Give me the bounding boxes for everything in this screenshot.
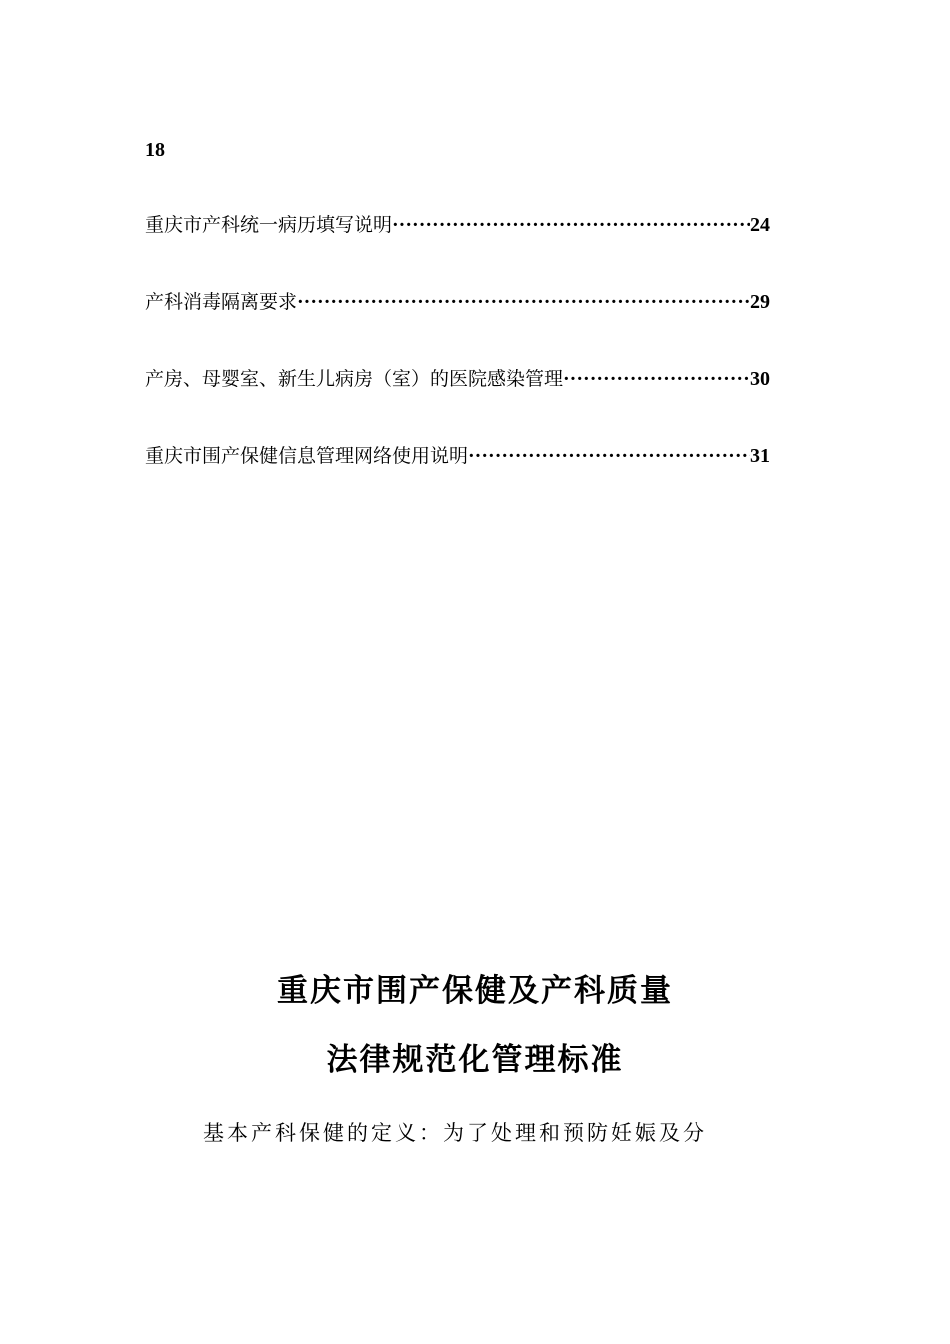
toc-entry-page: 29 <box>750 291 770 313</box>
toc-entry-title: 产科消毒隔离要求 <box>145 291 298 313</box>
toc-entry-title: 重庆市产科统一病历填写说明 <box>145 214 393 236</box>
toc-entry-page: 24 <box>750 214 770 236</box>
toc-entry[interactable] <box>145 211 770 239</box>
toc-entry-title: 重庆市围产保健信息管理网络使用说明 <box>145 445 469 467</box>
toc-page-number: 18 <box>145 139 165 161</box>
intro-paragraph: 基本产科保健的定义：为了处理和预防妊娠及分 <box>203 1121 707 1145</box>
toc-entry-title: 产房、母婴室、新生儿病房（室）的医院感染管理 <box>145 368 564 390</box>
document-title-line-1: 重庆市围产保健及产科质量 <box>277 973 673 1009</box>
toc-entry-page: 30 <box>750 368 770 390</box>
toc-leader-dots <box>468 442 750 470</box>
toc-entry[interactable] <box>145 442 770 470</box>
toc-entry[interactable] <box>145 288 770 316</box>
document-title-line-2: 法律规范化管理标准 <box>326 1042 624 1078</box>
toc-leader-dots <box>563 365 750 393</box>
toc-leader-dots <box>297 288 750 316</box>
toc-entry-page: 31 <box>750 445 770 467</box>
toc-entry[interactable] <box>145 365 770 393</box>
toc-leader-dots <box>392 211 750 239</box>
